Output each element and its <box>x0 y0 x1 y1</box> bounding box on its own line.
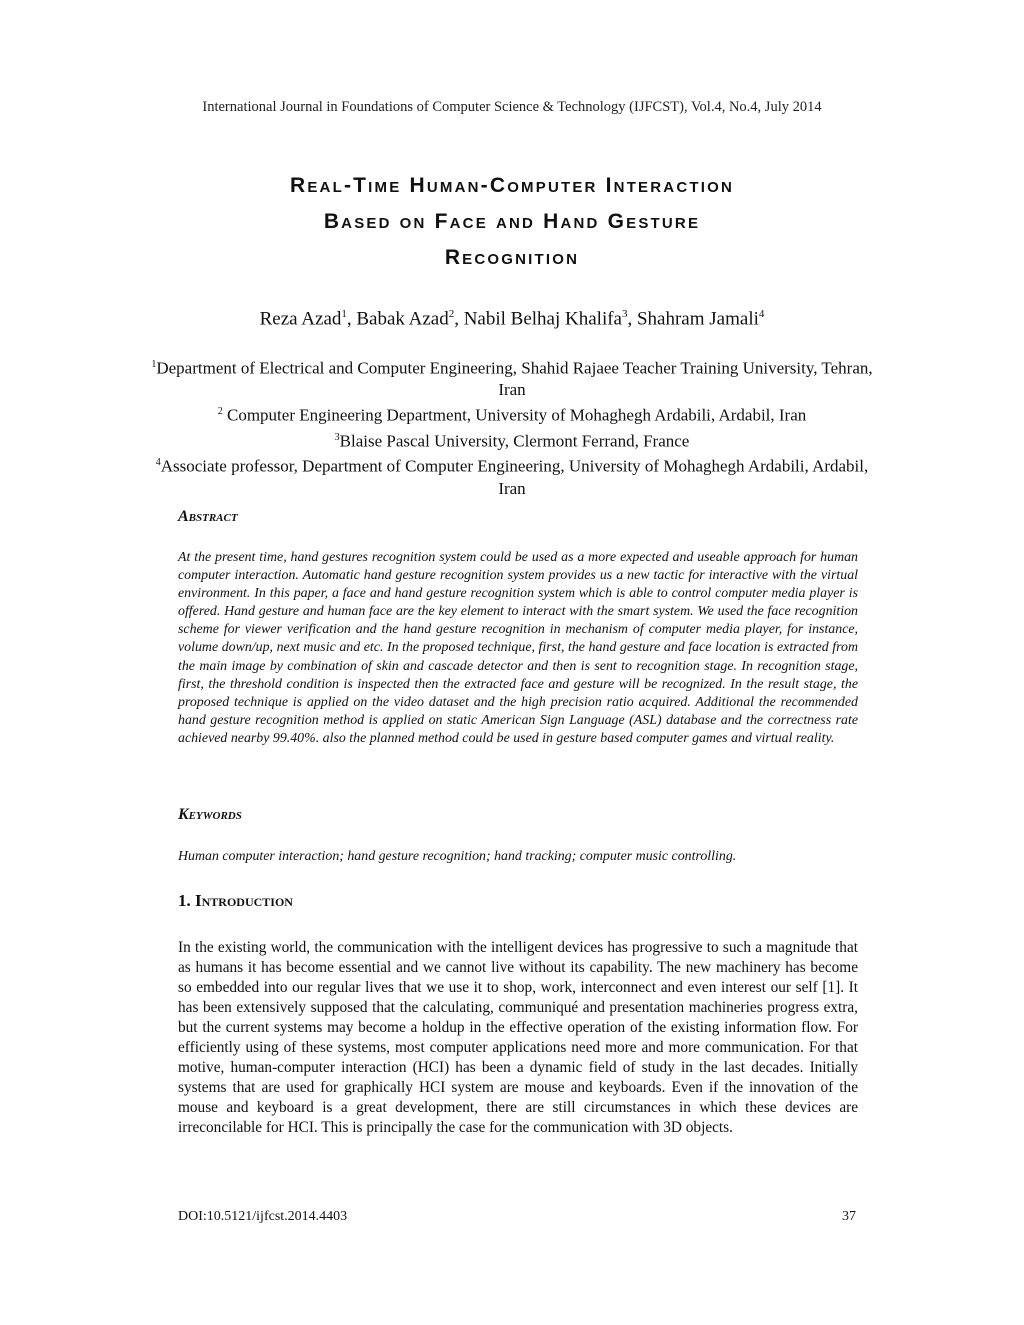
introduction-heading: 1. Introduction <box>178 891 293 910</box>
author-separator: , <box>627 308 637 330</box>
page-number: 37 <box>842 1209 856 1224</box>
affiliation-text: Blaise Pascal University, Clermont Ferrand, France <box>339 431 690 451</box>
affiliation-mark: 4 <box>155 457 161 469</box>
author-list <box>0 308 1024 330</box>
abstract-body: At the present time, hand gestures recognition system could be used as a more expected and useable approach for human computer interaction. Automatic hand gesture recognition system provides us a new tactic for interactive with the virtual environment. In this paper, a face and hand gesture recognition system which is able to control computer media player is offered. Hand gesture and human face are the key element to interact with the smart system. We used the face recognition scheme for viewer verification and the hand gesture recognition in mechanism of computer media player, for instance, volume down/up, next music and etc. In the proposed technique, first, the hand gesture and face location is extracted from the main image by combination of skin and cascade detector and then is sent to recognition stage. In recognition stage, first, the threshold condition is inspected then the extracted face and gesture will be recognized. In the result stage, the proposed technique is applied on the video dataset and the high precision ratio acquired. Additional the recommended hand gesture recognition method is applied on static American Sign Language (ASL) database and the correctness rate achieved nearby 99.40%. also the planned method could be used in gesture based computer games and virtual reality. <box>178 550 858 746</box>
title-line-2: Based on Face and Hand Gesture <box>323 210 701 233</box>
title-line-1: Real-Time Human-Computer Interaction <box>289 174 734 197</box>
paper-title <box>140 168 884 276</box>
affiliation-text: Associate professor, Department of Computer Engineering, University of Mohaghegh Ardabili, Ardabil, Iran <box>160 456 869 498</box>
author-separator: , <box>454 308 464 330</box>
author-name: Reza Azad <box>259 308 342 330</box>
affiliation-mark: 1 <box>151 359 157 370</box>
affiliation-text: Computer Engineering Department, University of Mohaghegh Ardabili, Ardabil, Iran <box>222 405 807 425</box>
author-name: Nabil Belhaj Khalifa <box>463 308 622 330</box>
author-mark: 1 <box>341 308 347 320</box>
author-mark: 4 <box>758 308 765 320</box>
author-mark: 2 <box>448 308 455 320</box>
affiliation <box>150 354 874 401</box>
author-name: Shahram Jamali <box>636 308 759 330</box>
author-name: Babak Azad <box>356 308 449 330</box>
affiliation <box>150 452 874 499</box>
author-mark: 3 <box>621 308 628 320</box>
keywords-body: Human computer interaction; hand gesture recognition; hand tracking; computer music controlling. <box>178 849 737 864</box>
keywords-heading: Keywords <box>178 806 242 823</box>
title-line-3: Recognition <box>444 246 580 269</box>
author-separator: , <box>346 308 357 330</box>
running-header: International Journal in Foundations of Computer Science & Technology (IJFCST), Vol.4, No.4, July 2014 <box>202 99 822 115</box>
abstract-heading: Abstract <box>178 508 238 525</box>
affiliation-list <box>150 354 874 499</box>
affiliation-mark: 3 <box>334 431 340 443</box>
introduction-body: In the existing world, the communication with the intelligent devices has progressive to such a magnitude that as humans it has become essential and we cannot live without its capability. The new machinery has become so embedded into our regular lives that we use it to shop, work, interconnect and even interest our self [1]. It has been extensively supposed that the calculating, communiqué and presentation machineries progress extra, but the current systems may become a holdup in the effective operation of the existing information flow. For efficiently using of these systems, most computer applications need more and more communication. For that motive, human-computer interaction (HCI) has been a dynamic field of study in the last decades. Initially systems that are used for graphically HCI system are mouse and keyboards. Even if the innovation of the mouse and keyboard is a great development, there are still circumstances in which these devices are irreconcilable for HCI. This is principally the case for the communication with 3D objects. <box>178 939 858 1136</box>
footer-doi: DOI:10.5121/ijfcst.2014.4403 <box>178 1209 348 1224</box>
affiliation <box>150 427 874 452</box>
affiliation-text: Department of Electrical and Computer Engineering, Shahid Rajaee Teacher Training University, Tehran, Iran <box>156 358 873 400</box>
affiliation-mark: 2 <box>217 406 223 418</box>
affiliation <box>150 401 874 426</box>
